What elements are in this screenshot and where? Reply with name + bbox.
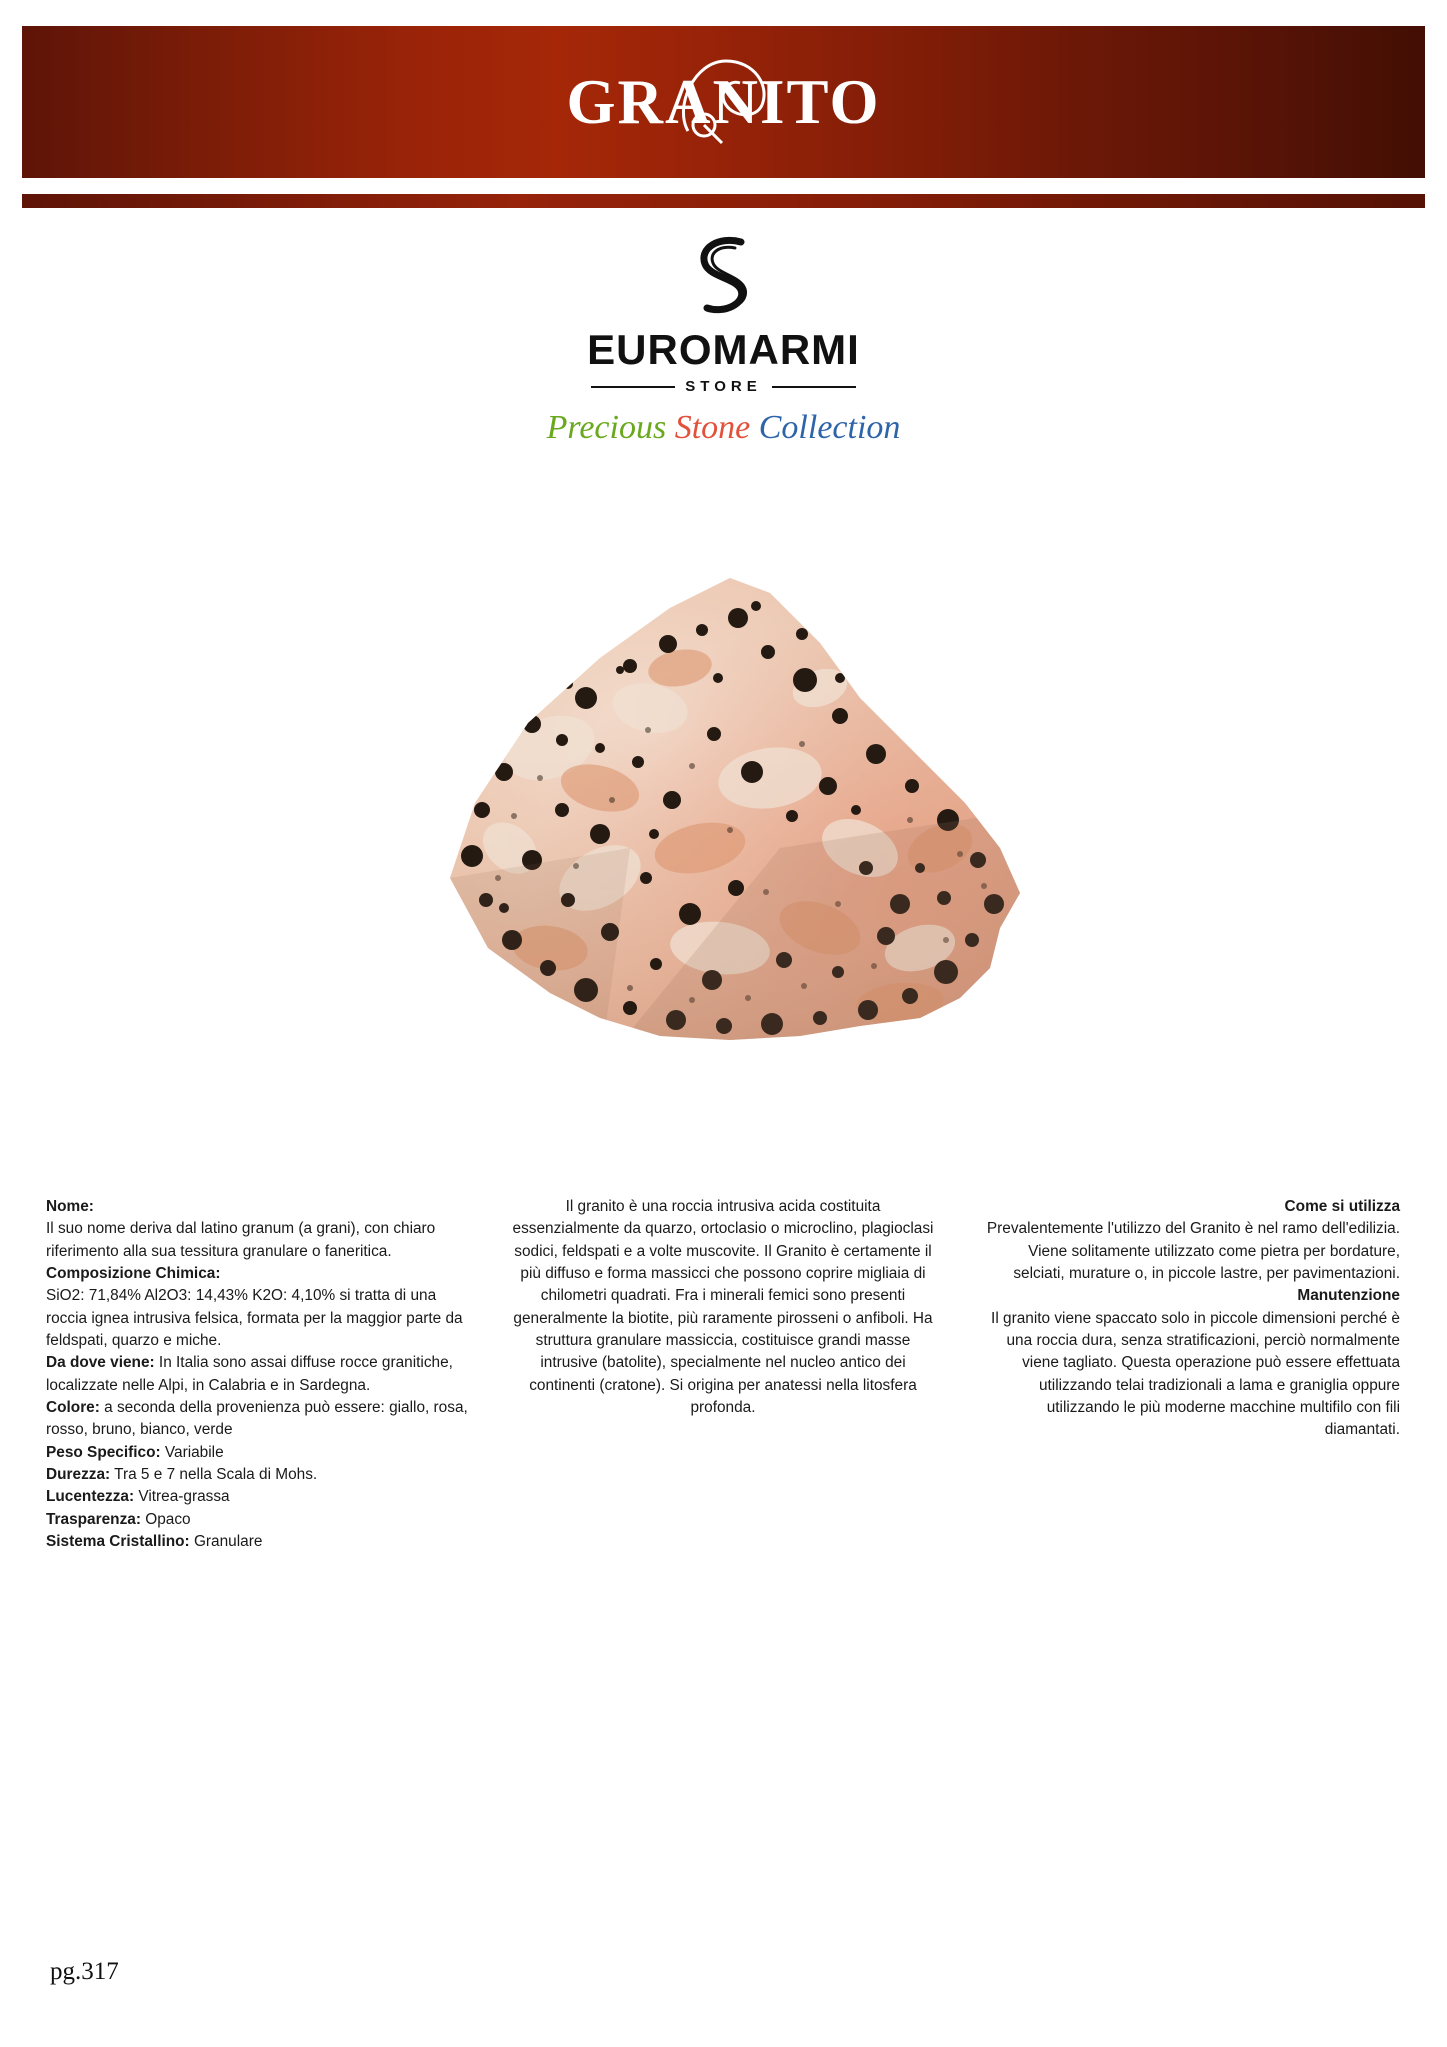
page-header-banner [22,26,1425,178]
page-title: GRANITO [566,66,881,137]
field-nome [46,1196,472,1263]
specimen-image-wrap [300,548,1140,1158]
brand-logo-block [0,232,1447,447]
granite-rock-specimen-image [300,548,1140,1158]
field-sistema-value: Granulare [189,1532,263,1550]
rule-left [591,386,675,388]
field-composizione-label: Composizione Chimica: [46,1264,221,1282]
field-peso [46,1442,472,1464]
field-provenienza-value: In Italia sono assai diffuse rocce granitiche, localizzate nelle Alpi, in Calabria e in Sardegna. [46,1354,453,1394]
brand-store-row [0,378,1447,395]
maintenance-heading: Manutenzione [1297,1287,1400,1305]
column-properties [46,1196,472,1553]
field-provenienza-label: Da dove viene: [46,1354,155,1372]
header-underbar [22,194,1425,208]
field-durezza-label: Durezza: [46,1465,111,1483]
field-trasparenza [46,1509,472,1531]
field-durezza-value: Tra 5 e 7 nella Scala di Mohs. [110,1465,318,1483]
field-colore-value: a seconda della provenienza può essere: giallo, rosa, rosso, bruno, bianco, verde [46,1398,468,1439]
field-colore [46,1397,472,1442]
page-number: pg.317 [50,1958,119,1985]
maintenance-text: Il granito viene spaccato solo in piccole dimensioni perché è una roccia dura, senza stratificazioni, perciò normalmente viene tagliato. Questa operazione può essere effettuata utilizzando telai tradizionali a lama e graniglia oppure utilizzando le più moderne macchine multifilo con fili diamantati. [991,1309,1400,1439]
column-description [510,1196,936,1553]
field-sistema-label: Sistema Cristallino: [46,1532,190,1550]
usage-section [974,1196,1400,1285]
tagline-word-stone: Stone [674,409,751,446]
field-trasparenza-value: Opaco [140,1510,191,1528]
field-nome-label: Nome: [46,1198,94,1215]
field-peso-label: Peso Specifico: [46,1443,161,1461]
brand-store-label: STORE [685,378,762,395]
field-sistema-cristallino [46,1531,472,1553]
usage-heading: Come si utilizza [1284,1198,1400,1215]
maintenance-section [974,1285,1400,1441]
field-composizione-value: SiO2: 71,84% Al2O3: 14,43% K2O: 4,10% si tratta di una roccia ignea intrusiva felsica, formata per la maggior parte da feldspati, quarzo e miche. [46,1287,463,1349]
tagline-word-collection: Collection [758,409,901,446]
field-provenienza [46,1352,472,1397]
column-usage [974,1196,1400,1553]
field-lucentezza-value: Vitrea-grassa [134,1488,230,1506]
description-body: Il granito è una roccia intrusiva acida costituita essenzialmente da quarzo, ortoclasio o microclino, plagioclasi sodici, feldspati e a volte muscovite. Il Granito è certamente il più diffuso e forma massicci che possono coprire migliaia di chilometri quadrati. Fra i minerali femici sono presenti generalmente la biotite, più raramente pirosseni o anfiboli. Ha struttura granulare massiccia, costituisce grandi masse intrusive (batolite), specialmente nel nucleo antico dei continenti (cratone). Si origina per anatessi nella litosfera profonda. [512,1198,934,1416]
field-lucentezza-label: Lucentezza: [46,1488,135,1506]
brand-name: EUROMARMI [587,326,860,373]
field-composizione [46,1263,472,1352]
field-durezza [46,1464,472,1486]
euromarmi-s-mark-icon [681,232,767,322]
field-colore-label: Colore: [46,1398,100,1416]
rule-right [772,386,856,388]
field-lucentezza [46,1486,472,1508]
tagline-word-precious: Precious [546,409,667,446]
content-columns [46,1196,1401,1553]
brand-tagline [0,409,1447,447]
field-peso-value: Variabile [160,1443,224,1461]
field-nome-value: Il suo nome deriva dal latino granum (a grani), con chiaro riferimento alla sua tessitura granulare o faneritica. [46,1220,436,1260]
field-trasparenza-label: Trasparenza: [46,1510,141,1528]
usage-text: Prevalentemente l'utilizzo del Granito è nel ramo dell'edilizia. Viene solitamente utilizzato come pietra per bordature, selciati, murature o, in piccole lastre, per pavimentazioni. [986,1220,1400,1282]
